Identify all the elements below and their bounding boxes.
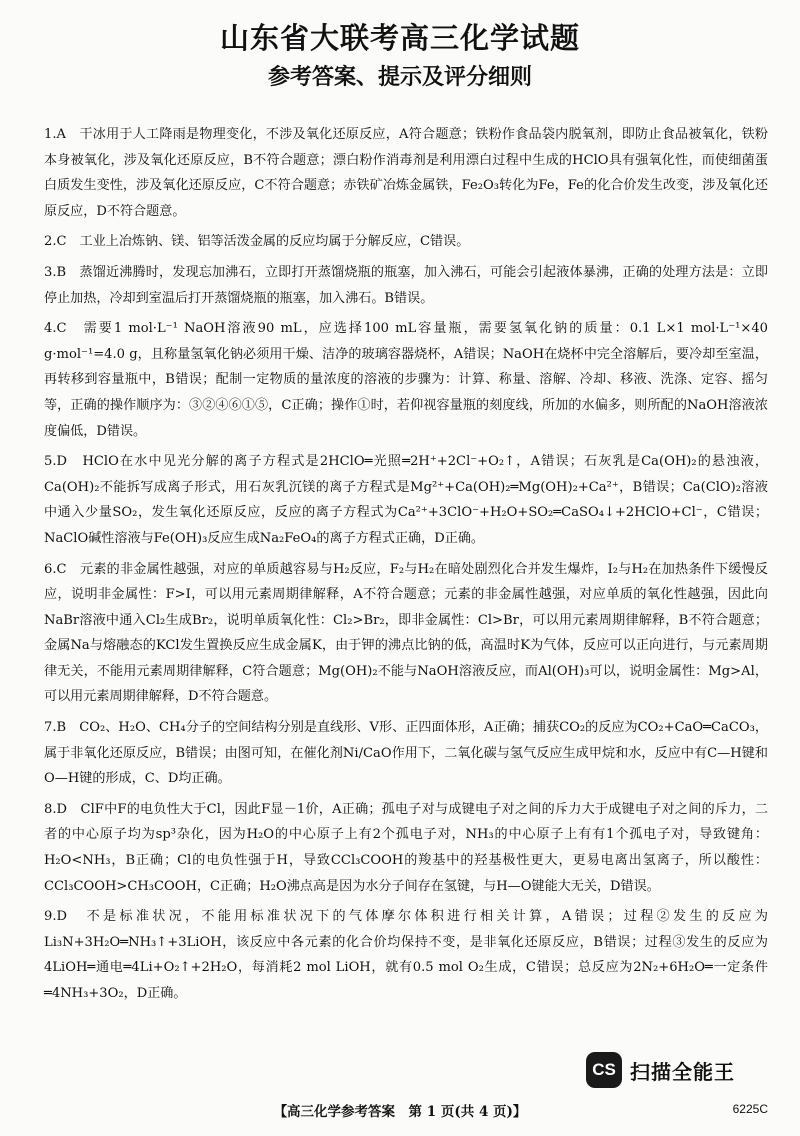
answer-item-3: 3.B 蒸馏近沸腾时，发现忘加沸石，立即打开蒸馏烧瓶的瓶塞，加入沸石，可能会引起液体暴沸，正确的处理方法是：立即停止加热，冷却到室温后打开蒸馏烧瓶的瓶塞，加入沸石。B错误。 bbox=[44, 264, 768, 306]
page-footer: 【高三化学参考答案 第 1 页(共 4 页)】 bbox=[273, 1104, 527, 1120]
answer-item-8: 8.D ClF中F的电负性大于Cl，因此F显－1价，A正确；孤电子对与成键电子对之间的斥力大于成键电子对之间的斥力，二者的中心原子均为sp³杂化，因为H₂O的中心原子上有2个孤电子对，NH₃的中心原子上有有1个孤电子对，导致键角：H₂O<NH₃，B正确；Cl的电负性强于H，导致CCl₃COOH的羧基中的羟基极性更大，更易电离出氢离子，所以酸性：CCl₃COOH>CH₃COOH，C正确；H₂O沸点高是因为水分子间存在氢键，与H—O键能大无关，D错误。 bbox=[44, 801, 768, 894]
answer-item-7: 7.B CO₂、H₂O、CH₄分子的空间结构分别是直线形、V形、正四面体形，A正确；捕获CO₂的反应为CO₂+CaO═CaCO₃，属于非氧化还原反应，B错误；由图可知，在催化剂Ni/CaO作用下，二氧化碳与氢气反应生成甲烷和水，反应中有C—H键和O—H键的形成，C、D均正确。 bbox=[44, 720, 768, 787]
answer-item-1: 1.A 干冰用于人工降雨是物理变化，不涉及氧化还原反应，A符合题意；铁粉作食品袋内脱氧剂，即防止食品被氧化，铁粉本身被氧化，涉及氧化还原反应，B不符合题意；漂白粉作消毒剂是利用漂白过程中生成的HClO具有强氧化性，而使细菌蛋白质发生变性，涉及氧化还原反应，C不符合题意；赤铁矿冶炼金属铁，Fe₂O₃转化为Fe，Fe的化合价发生改变，涉及氧化还原反应，D不符合题意。 bbox=[44, 127, 768, 219]
document-code: 6225C bbox=[732, 1102, 768, 1116]
page-title: 山东省大联考高三化学试题 bbox=[219, 21, 580, 55]
answer-item-5: 5.D HClO在水中见光分解的离子方程式是2HClO═光照═2H⁺+2Cl⁻+O₂↑，A错误；石灰乳是Ca(OH)₂的悬浊液，Ca(OH)₂不能拆写成离子形式，用石灰乳沉镁的离子方程式是Mg²⁺+Ca(OH)₂═Mg(OH)₂+Ca²⁺，B错误；Ca(ClO)₂溶液中通入少量SO₂，发生氧化还原反应，反应的离子方程式为Ca²⁺+3ClO⁻+H₂O+SO₂═CaSO₄↓+2HClO+Cl⁻，C错误；NaClO碱性溶液与Fe(OH)₃反应生成Na₂FeO₄的离子方程式正确，D正确。 bbox=[44, 454, 768, 546]
scanner-watermark bbox=[586, 1052, 735, 1088]
answer-list bbox=[44, 122, 768, 1012]
answer-item-6: 6.C 元素的非金属性越强，对应的单质越容易与H₂反应，F₂与H₂在暗处剧烈化合并发生爆炸，I₂与H₂在加热条件下缓慢反应，说明非金属性：F>I，可以用元素周期律解释，A不符合题意；元素的非金属性越强，对应单质的氧化性越强，因此向NaBr溶液中通入Cl₂生成Br₂，说明单质氧化性：Cl₂>Br₂，即非金属性：Cl>Br，可以用元素周期律解释，B不符合题意；金属Na与熔融态的KCl发生置换反应生成金属K，由于钾的沸点比钠的低，高温时K为气体，反应可以正向进行，与元素周期律无关，不能用元素周期律解释，C符合题意；Mg(OH)₂不能与NaOH溶液反应，而Al(OH)₃可以，说明金属性：Mg>Al，可以用元素周期律解释，D不符合题意。 bbox=[44, 561, 768, 705]
camscanner-logo-icon: CS bbox=[586, 1052, 622, 1088]
scanner-brand: 扫描全能王 bbox=[630, 1059, 735, 1084]
page-subtitle: 参考答案、提示及评分细则 bbox=[267, 64, 532, 90]
answer-item-9: 9.D 不是标准状况，不能用标准状况下的气体摩尔体积进行相关计算，A错误；过程②发生的反应为Li₃N+3H₂O═NH₃↑+3LiOH，该反应中各元素的化合价均保持不变，是非氧化还原反应，B错误；过程③发生的反应为4LiOH═通电═4Li+O₂↑+2H₂O，每消耗2 mol LiOH，就有0.5 mol O₂生成，C错误；总反应为2N₂+6H₂O═一定条件═4NH₃+3O₂，D正确。 bbox=[44, 909, 768, 1001]
answer-item-2: 2.C 工业上冶炼钠、镁、铝等活泼金属的反应均属于分解反应，C错误。 bbox=[44, 234, 470, 250]
answer-item-4: 4.C 需要1 mol·L⁻¹ NaOH溶液90 mL，应选择100 mL容量瓶，需要氢氧化钠的质量：0.1 L×1 mol·L⁻¹×40 g·mol⁻¹=4.0 g，且称量氢氧化钠必须用干燥、洁净的玻璃容器烧杯，A错误；NaOH在烧杯中完全溶解后，要冷却至室温，再转移到容量瓶中，B错误；配制一定物质的量浓度的溶液的步骤为：计算、称量、溶解、冷却、移液、洗涤、定容、摇匀等，正确的操作顺序为：③②④⑥①⑤，C正确；操作①时，若仰视容量瓶的刻度线，所加的水偏多，则所配的NaOH溶液浓度偏低，D错误。 bbox=[44, 321, 768, 439]
